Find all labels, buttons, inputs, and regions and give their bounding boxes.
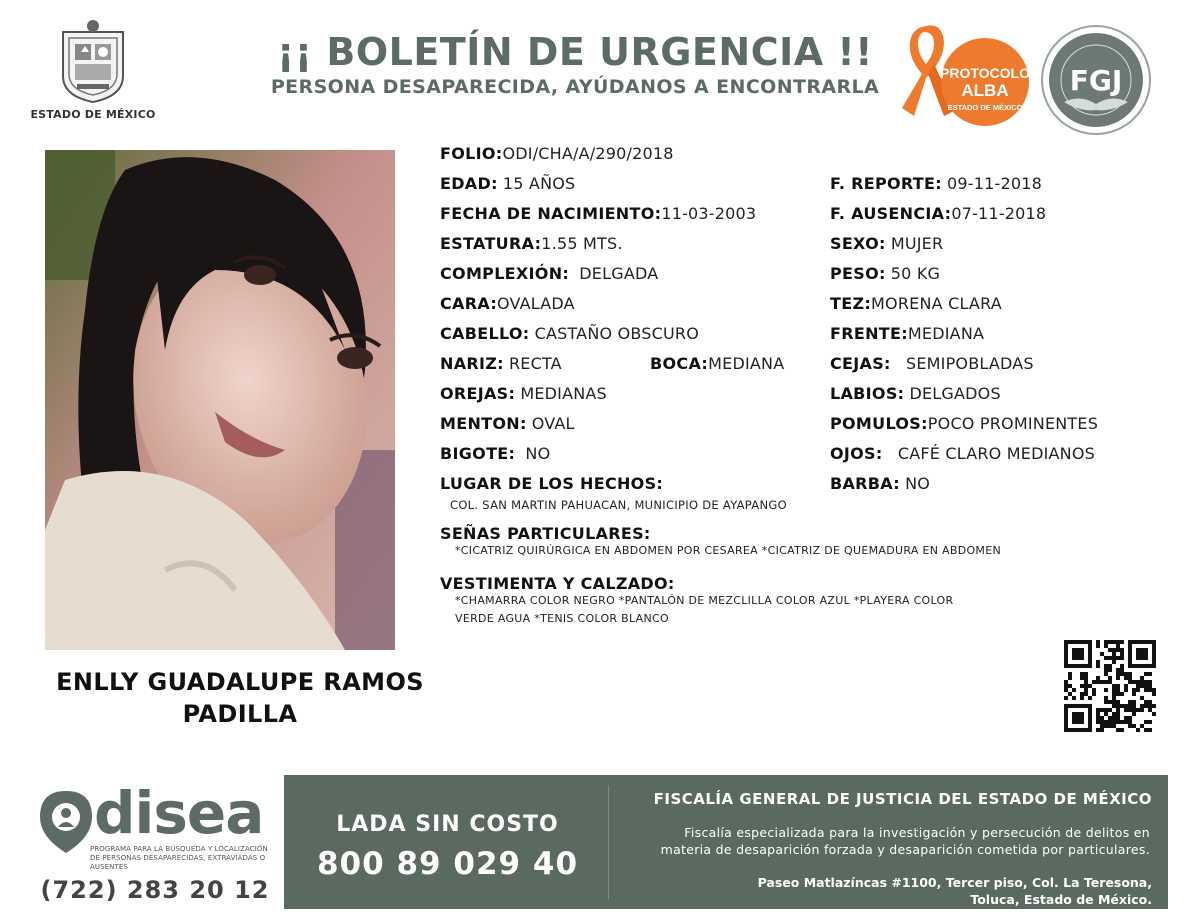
vestimenta-row — [440, 574, 675, 594]
odisea-small-2: DE PERSONAS DESAPARECIDAS, EXTRAVIADAS O — [90, 854, 266, 862]
orejas-row — [440, 384, 607, 404]
boca-label: BOCA: — [650, 354, 709, 373]
barba-value: NO — [905, 474, 931, 493]
f-reporte-row — [830, 174, 1042, 194]
odisea-wordmark: disea — [94, 779, 264, 847]
bigote-row — [440, 444, 550, 464]
sexo-value: MUJER — [890, 234, 944, 253]
alba-line-2: ALBA — [961, 81, 1009, 100]
name-line-2: PADILLA — [182, 700, 298, 728]
boca-row — [650, 354, 784, 374]
nacimiento-row — [440, 204, 756, 224]
labios-label: LABIOS: — [830, 384, 905, 403]
ojos-value: CAFÉ CLARO MEDIANOS — [897, 444, 1095, 463]
cara-label: CARA: — [440, 294, 498, 313]
pomulos-label: POMULOS: — [830, 414, 928, 433]
frente-row — [830, 324, 984, 344]
pomulos-value: POCO PROMINENTES — [927, 414, 1099, 433]
menton-row — [440, 414, 575, 434]
sexo-label: SEXO: — [830, 234, 886, 253]
vestimenta-label: VESTIMENTA Y CALZADO: — [440, 574, 675, 593]
nariz-value: RECTA — [508, 354, 562, 373]
orejas-label: OREJAS: — [440, 384, 516, 403]
name-line-1: ENLLY GUADALUPE RAMOS — [56, 668, 424, 696]
folio-row — [440, 144, 674, 164]
peso-label: PESO: — [830, 264, 886, 283]
edad-row — [440, 174, 575, 194]
nariz-row — [440, 354, 562, 374]
complexion-value: DELGADA — [579, 264, 659, 283]
odisea-logo — [30, 779, 280, 885]
tez-value: MORENA CLARA — [871, 294, 1002, 313]
senas-row — [440, 524, 651, 544]
protocolo-alba-logo — [900, 20, 1030, 132]
frente-label: FRENTE: — [830, 324, 908, 343]
boca-value: MEDIANA — [708, 354, 785, 373]
tez-label: TEZ: — [830, 294, 872, 313]
f-ausencia-value: 07-11-2018 — [951, 204, 1047, 223]
fgj-desc-line-2: materia de desaparición forzada y desaparición cometida por particulares. — [660, 842, 1150, 857]
lugar-row — [440, 474, 663, 494]
ojos-label: OJOS: — [830, 444, 883, 463]
barba-row — [830, 474, 930, 494]
alba-line-1: PROTOCOLO — [940, 65, 1030, 81]
cara-value: OVALADA — [497, 294, 575, 313]
cabello-label: CABELLO: — [440, 324, 530, 343]
estatura-row — [440, 234, 623, 254]
fgj-logo — [1040, 24, 1152, 136]
senas-label: SEÑAS PARTICULARES: — [440, 524, 651, 543]
odisea-small-1: PROGRAMA PARA LA BÚSQUEDA Y LOCALIZACIÓN — [90, 845, 268, 853]
folio-label: FOLIO: — [440, 144, 503, 163]
address-line-2: Toluca, Estado de México. — [970, 892, 1152, 907]
lada-sin-costo-title: LADA SIN COSTO — [336, 812, 559, 837]
peso-value: 50 KG — [890, 264, 941, 283]
alba-line-3: ESTADO DE MÉXICO — [947, 103, 1023, 112]
odisea-phone[interactable]: (722) 283 20 12 — [40, 876, 270, 904]
lugar-label: LUGAR DE LOS HECHOS: — [440, 474, 664, 493]
cejas-value: SEMIPOBLADAS — [906, 354, 1034, 373]
address-line-1: Paseo Matlazíncas #1100, Tercer piso, Col. La Teresona, — [757, 875, 1152, 890]
ojos-row — [830, 444, 1095, 464]
vestimenta-line-1: *CHAMARRA COLOR NEGRO *PANTALÓN DE MEZCLILLA COLOR AZUL *PLAYERA COLOR — [455, 594, 954, 607]
cabello-value: CASTAÑO OBSCURO — [534, 324, 700, 343]
pomulos-row — [830, 414, 1098, 434]
cabello-row — [440, 324, 699, 344]
odisea-small-3: AUSENTES — [90, 863, 128, 871]
nacimiento-label: FECHA DE NACIMIENTO: — [440, 204, 662, 223]
complexion-label: COMPLEXIÓN: — [440, 264, 570, 283]
edad-label: EDAD: — [440, 174, 498, 193]
cejas-label: CEJAS: — [830, 354, 891, 373]
frente-value: MEDIANA — [907, 324, 985, 343]
folio-value: ODI/CHA/A/290/2018 — [502, 144, 674, 163]
missing-person-photo — [45, 150, 395, 650]
complexion-row — [440, 264, 658, 284]
tez-row — [830, 294, 1002, 314]
menton-label: MENTON: — [440, 414, 527, 433]
sexo-row — [830, 234, 943, 254]
bulletin-subtitle: PERSONA DESAPARECIDA, AYÚDANOS A ENCONTRARLA — [270, 76, 880, 98]
barba-label: BARBA: — [830, 474, 900, 493]
fgj-description — [612, 824, 1150, 858]
location-pin-icon — [36, 789, 96, 855]
estatura-value: 1.55 MTS. — [541, 234, 623, 253]
f-reporte-value: 09-11-2018 — [947, 174, 1043, 193]
peso-row — [830, 264, 940, 284]
bigote-label: BIGOTE: — [440, 444, 516, 463]
nariz-label: NARIZ: — [440, 354, 504, 373]
vestimenta-line-2: VERDE AGUA *TENIS COLOR BLANCO — [455, 612, 669, 625]
bulletin-title: ¡¡ BOLETÍN DE URGENCIA !! — [276, 30, 874, 74]
cejas-row — [830, 354, 1034, 374]
edad-value: 15 AÑOS — [502, 174, 576, 193]
orejas-value: MEDIANAS — [520, 384, 607, 403]
f-reporte-label: F. REPORTE: — [830, 174, 942, 193]
missing-person-name — [30, 666, 450, 730]
nacimiento-value: 11-03-2003 — [661, 204, 757, 223]
lugar-value: COL. SAN MARTIN PAHUACAN, MUNICIPIO DE AYAPANGO — [450, 498, 787, 512]
fgj-desc-line-1: Fiscalía especializada para la investigación y persecución de delitos en — [684, 825, 1150, 840]
fgj-logo-text: FGJ — [1069, 64, 1123, 97]
odisea-program-description — [90, 845, 280, 872]
coat-of-arms-icon — [53, 18, 133, 104]
fgj-address — [612, 874, 1152, 908]
labios-row — [830, 384, 1001, 404]
fgj-title: FISCALÍA GENERAL DE JUSTICIA DEL ESTADO DE MÉXICO — [653, 790, 1152, 808]
menton-value: OVAL — [531, 414, 575, 433]
f-ausencia-row — [830, 204, 1046, 224]
qr-code[interactable] — [1064, 640, 1156, 732]
f-ausencia-label: F. AUSENCIA: — [830, 204, 952, 223]
lada-phone-number[interactable]: 800 89 029 40 — [316, 846, 579, 882]
bigote-value: NO — [525, 444, 551, 463]
estatura-label: ESTATURA: — [440, 234, 542, 253]
labios-value: DELGADOS — [909, 384, 1001, 403]
state-label: ESTADO DE MÉXICO — [30, 108, 156, 121]
estado-de-mexico-logo — [28, 18, 158, 130]
senas-value: *CICATRIZ QUIRÚRGICA EN ABDOMEN POR CESAREA *CICATRIZ DE QUEMADURA EN ABDOMEN — [455, 544, 1001, 557]
footer-divider — [608, 785, 609, 899]
cara-row — [440, 294, 575, 314]
